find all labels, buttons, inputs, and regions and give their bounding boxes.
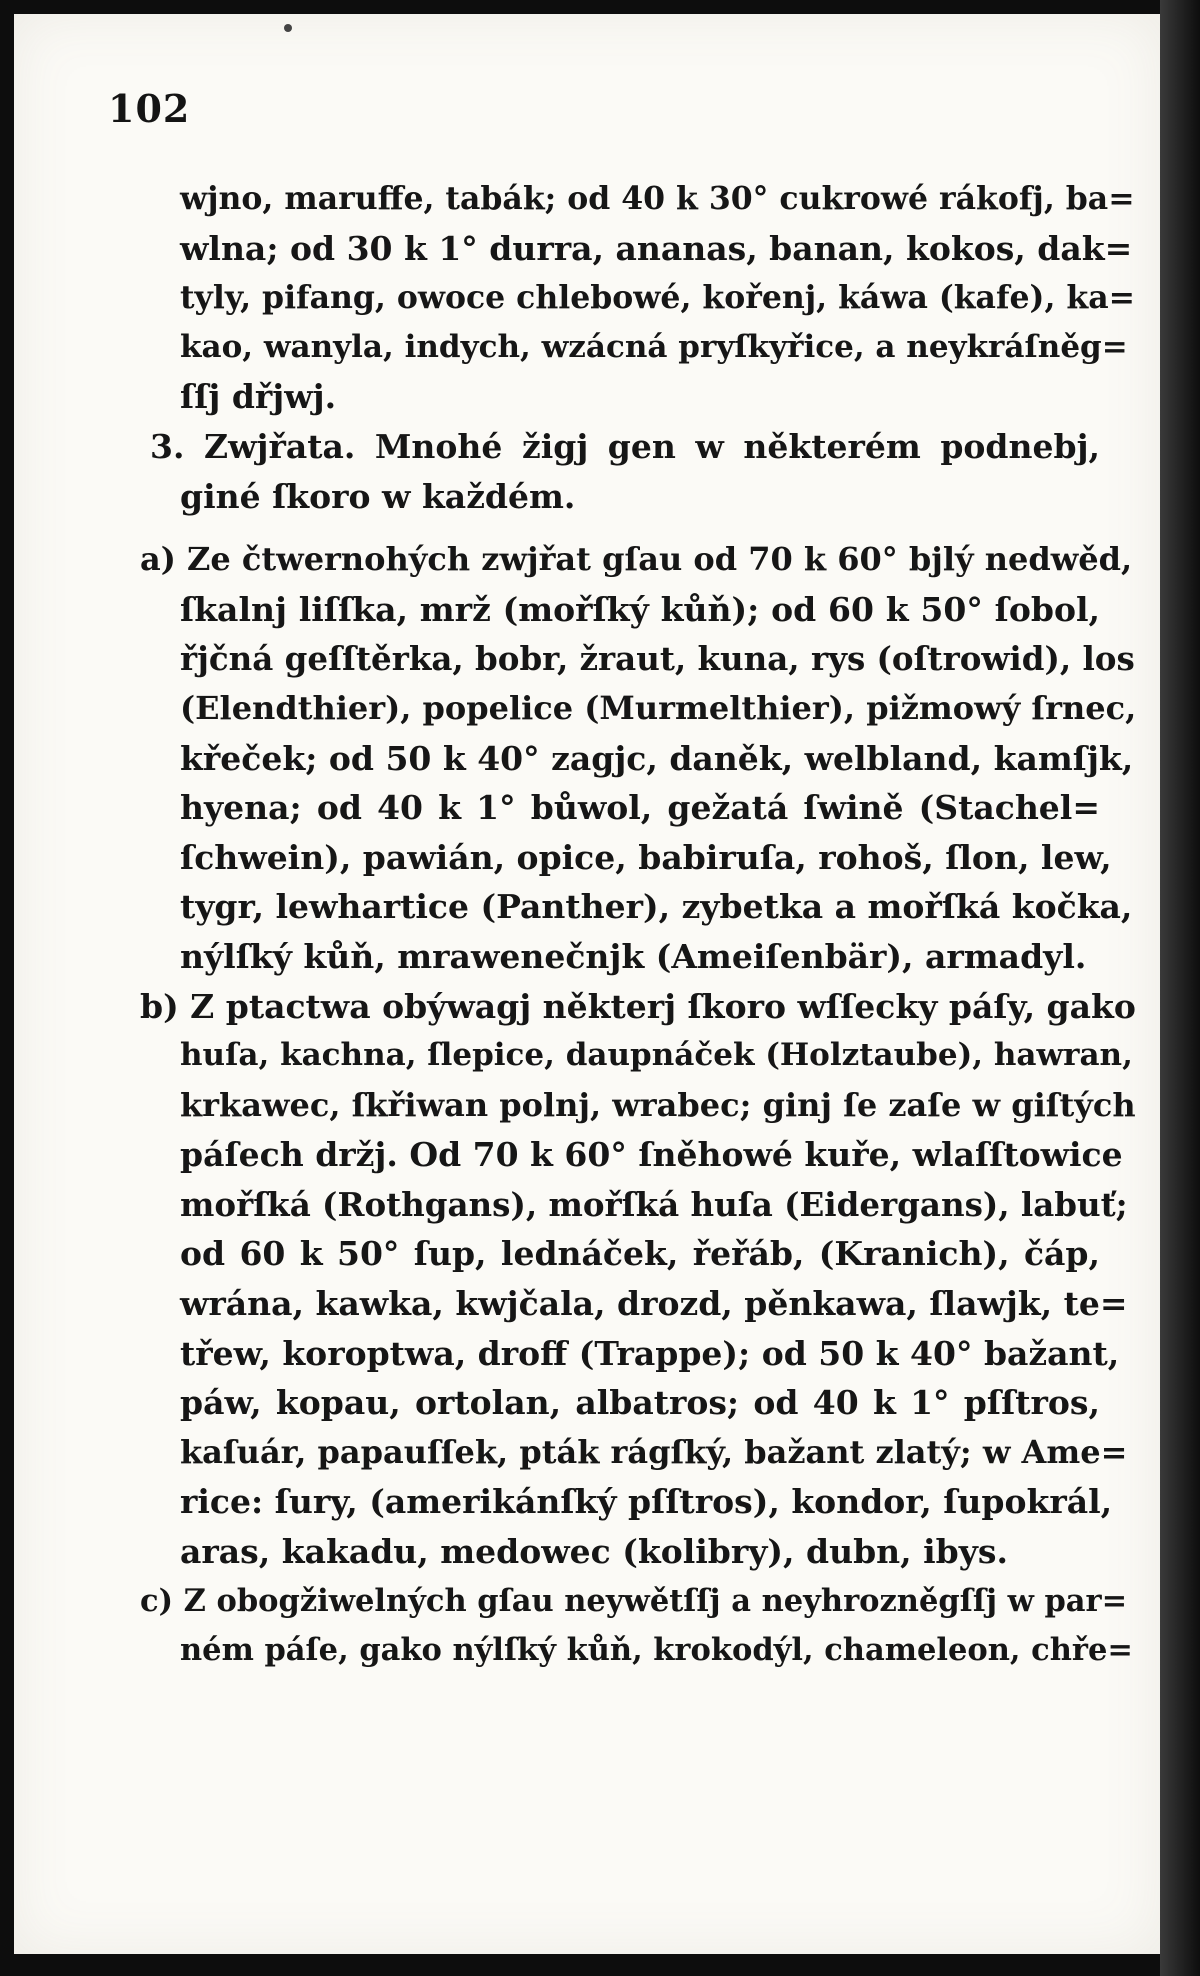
text-line-24: třew, koroptwa, droff (Trappe); od 50 k 40° bažant, (180, 1333, 1120, 1373)
text-line-28: aras, kakadu, medowec (kolibry), dubn, ibys. (180, 1532, 1008, 1572)
text-line-14: ſchwein), pawián, opice, babiruſa, rohoš, ſlon, lew, (180, 837, 1112, 877)
text-line-26: kaſuár, papauſſek, pták rágſký, bažant zlatý; w Ame= (180, 1432, 1128, 1471)
text-line-13: hyena; od 40 k 1° bůwol, gežatá ſwině (Stachel= (180, 788, 1100, 828)
text-line-27: rice: ſury, (amerikánſký pſſtros), kondor, ſupokrál, (180, 1482, 1113, 1522)
text-line-22: od 60 k 50° ſup, lednáček, řeřáb, (Kranich), čáp, (180, 1234, 1100, 1274)
text-line-11: (Elendthier), popelice (Murmelthier), pižmowý ſrnec, (180, 688, 1137, 727)
text-line-16: nýlſký kůň, mrawenečnjk (Ameiſenbär), armadyl. (180, 936, 1087, 976)
text-line-12: křeček; od 50 k 40° zagjc, daněk, welbland, kamſjk, (180, 738, 1134, 778)
text-line-20: páſech držj. Od 70 k 60° ſněhowé kuře, wlaſſtowice (180, 1135, 1123, 1175)
text-line-15: tygr, lewhartice (Panther), zybetka a mořſká kočka, (180, 887, 1133, 927)
text-line-4: kao, wanyla, indych, wzácná pryſkyřice, a neykráſněg= (180, 328, 1128, 365)
subsection-c-line: c) Z obogžiwelných gſau neywětſſj a neyhrozněgſſj w par= (140, 1582, 1128, 1619)
text-line-25: páw, kopau, ortolan, albatros; od 40 k 1° pſſtros, (180, 1383, 1100, 1423)
text-line-21: mořſká (Rothgans), mořſká huſa (Eidergans), labuť; (180, 1184, 1128, 1224)
text-line-9: ſkalnj liſſka, mrž (mořſký kůň); od 60 k 50° ſobol, (180, 589, 1100, 629)
text-line-18: huſa, kachna, ſlepice, daupnáček (Holztaube), hawran, (180, 1037, 1133, 1074)
text-line-3: tyly, pifang, owoce chlebowé, kořenj, káwa (kafe), ka= (180, 279, 1136, 317)
text-line-7: giné ſkoro w každém. (180, 476, 576, 516)
text-line-2: wlna; od 30 k 1° durra, ananas, banan, kokos, dak= (180, 228, 1133, 268)
text-line-30: ném páſe, gako nýlſký kůň, krokodýl, chameleon, chře= (180, 1632, 1133, 1669)
book-page (14, 14, 1160, 1954)
text-line-10: řjčná geſſtěrka, bobr, žraut, kuna, rys (oſtrowid), los (180, 639, 1135, 679)
text-line-1: wjno, maruffe, tabák; od 40 k 30° cukrowé rákofj, ba= (180, 180, 1135, 217)
text-line-5: ſſj dřjwj. (180, 377, 337, 417)
page-body (140, 174, 1137, 1676)
ink-speck (284, 24, 292, 32)
section-heading-line: 3. Zwjřata. Mnohé žigj gen w některém podnebj, (150, 426, 1100, 466)
text-line-23: wrána, kawka, kwjčala, drozd, pěnkawa, ſlawjk, te= (180, 1284, 1128, 1324)
page-number: 102 (108, 86, 191, 131)
text-line-19: krkawec, ſkřiwan polnj, wrabec; ginj ſe zaſe w giſtých (180, 1085, 1136, 1124)
page-edge-shadow (1160, 0, 1200, 1976)
subsection-a-line: a) Ze čtwernohých zwjřat gſau od 70 k 60° bjlý nedwěd, (140, 540, 1133, 579)
subsection-b-line: b) Z ptactwa obýwagj některj ſkoro wſſecky páſy, gako (140, 986, 1136, 1026)
